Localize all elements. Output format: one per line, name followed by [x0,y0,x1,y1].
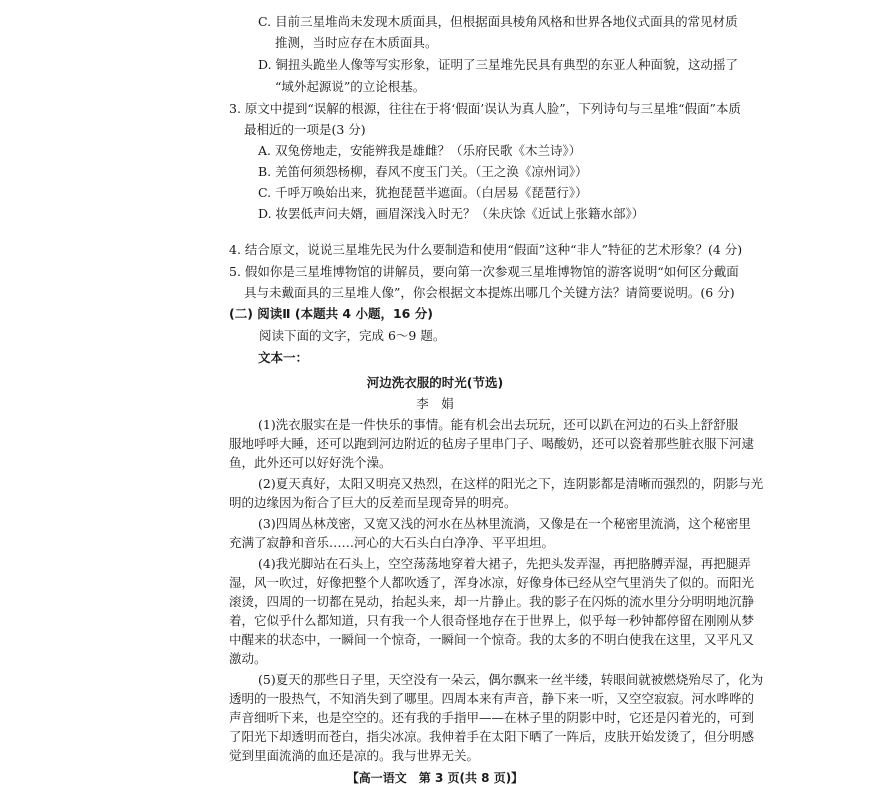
article-title: 河边洗衣服的时光(节选) [366,375,504,390]
paragraph-4-line6: 激动。 [229,651,267,666]
paragraph-1-line3: 鱼，此外还可以好好洗个澡。 [229,455,392,470]
question-3-option-b: B. 羌笛何须怨杨柳，春风不度玉门关。（王之涣《凉州词》） [258,164,588,179]
question-5-line1: 5. 假如你是三星堆博物馆的讲解员，要向第一次参观三星堆博物馆的游客说明“如何区分戴面 [229,264,739,279]
paragraph-5-line4: 了阳光下却透明而苍白，指尖冰凉。我伸着手在太阳下晒了一阵后，皮肤开始发烫了，但分明感 [229,729,755,744]
paragraph-5-line2: 透明的一股热气，不知消失到了哪里。四周本来有声音，静下来一听，又空空寂寂。河水哗哗的 [229,691,755,706]
paragraph-4-line1: (4)我光脚站在石头上，空空荡荡地穿着大裙子，先把头发弄湿，再把胳膊弄湿，再把腿弄 [258,556,751,571]
option-c-line1: C. 目前三星堆尚未发现木质面具，但根据面具棱角风格和世界各地仪式面具的常见材质 [258,14,738,29]
paragraph-5-line3: 声音细听下来，也是空空的。还有我的手指甲——在林子里的阴影中时，它还是闪着光的，可到 [229,710,755,725]
question-5-line2: 具与未戴面具的三星堆人像”，你会根据文本提炼出哪几个关键方法？请简要说明。(6 分) [244,285,735,300]
text-one-label: 文本一： [258,350,309,365]
paragraph-3-line1: (3)四周丛林茂密，又宽又浅的河水在丛林里流淌，又像是在一个秘密里流淌，这个秘密里 [258,516,751,531]
paragraph-2-line1: (2)夏天真好，太阳又明亮又热烈，在这样的阳光之下，连阴影都是清晰而强烈的，阴影与光 [258,476,764,491]
paragraph-2-line2: 明的边缘因为衔合了巨大的反差而呈现奇异的明亮。 [229,495,517,510]
paragraph-4-line4: 着，它似乎什么都知道，只有我一个人很奇怪地存在于世界上，似乎每一秒钟都停留在刚刚从梦 [229,613,755,628]
question-4: 4. 结合原文，说说三星堆先民为什么要制造和使用“假面”这种“非人”特征的艺术形象？(4 分) [229,242,743,257]
paragraph-5-line1: (5)夏天的那些日子里，天空没有一朵云，偶尔飘来一丝半缕，转眼间就被燃烧殆尽了，化为 [258,672,764,687]
section-2-instruction: 阅读下面的文字，完成 6～9 题。 [259,328,446,343]
question-3-stem-line2: 最相近的一项是(3 分) [244,122,366,137]
section-2-heading: (二) 阅读Ⅱ (本题共 4 小题，16 分) [229,306,433,321]
article-author: 李 娟 [416,396,454,411]
question-3-option-d: D. 妆罢低声问夫婿，画眉深浅入时无？（朱庆馀《近试上张籍水部》） [258,206,645,221]
option-c-line2: 推测，当时应存在木质面具。 [275,35,438,50]
paragraph-4-line3: 滚烫，四周的一切都在晃动，抬起头来，却一片静止。我的影子在闪烁的流水里分分明明地沉静 [229,594,755,609]
paragraph-4-line5: 中醒来的状态中，一瞬间一个惊奇，一瞬间一个惊奇。我的太多的不明白使我在这里，又平凡又 [229,632,755,647]
paragraph-4-line2: 湿，风一吹过，好像把整个人都吹透了，浑身冰凉，好像身体已经从空气里消失了似的。而阳光 [229,575,755,590]
paragraph-5-line5: 觉到里面流淌的血还是凉的。我与世界无关。 [229,748,480,763]
question-3-stem-line1: 3. 原文中提到“误解的根源，往往在于将‘假面’误认为真人脸”，下列诗句与三星堆“假面”本质 [229,101,741,116]
paragraph-1-line1: (1)洗衣服实在是一件快乐的事情。能有机会出去玩玩，还可以趴在河边的石头上舒舒服 [258,417,739,432]
question-3-option-a: A. 双兔傍地走，安能辨我是雄雌？（乐府民歌《木兰诗》） [258,143,582,158]
paragraph-1-line2: 服地呼呼大睡，还可以跑到河边附近的毡房子里串门子、喝酸奶，还可以瓷着那些脏衣服下河逮 [229,436,755,451]
page-footer: 【高一语文 第 3 页(共 8 页)】 [346,771,524,785]
option-d-line1: D. 铜扭头跪坐人像等写实形象，证明了三星堆先民具有典型的东亚人种面貌，这动摇了 [258,57,739,72]
paragraph-3-line2: 充满了寂静和音乐……河心的大石头白白净净、平平坦坦。 [229,535,555,550]
option-d-line2: “域外起源说”的立论根基。 [275,79,426,94]
question-3-option-c: C. 千呼万唤始出来，犹抱琵琶半遮面。（白居易《琵琶行》） [258,185,588,200]
